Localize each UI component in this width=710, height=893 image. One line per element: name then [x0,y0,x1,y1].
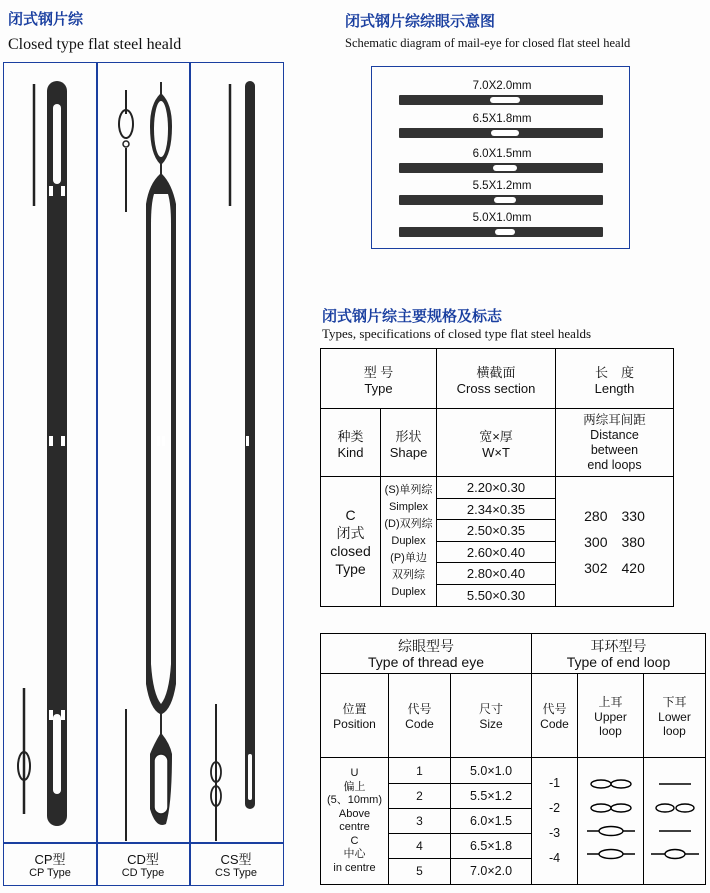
eye-code: 2 [389,784,450,809]
eye-bar [399,95,603,105]
eye-bar [399,227,603,237]
upper-loop-header: 上耳 Upper loop [578,674,644,758]
cd-heald-drawing [119,82,176,841]
thread-eye-header: 综眼型号 Type of thread eye [321,634,532,674]
length-header: 长 度 Length [556,349,674,409]
eye-loop-table [320,633,706,885]
code-header: 代号 Code [389,674,451,758]
upper-loop-1-icon [591,780,631,788]
eye-bar [399,128,603,138]
loop-code-header: 代号 Code [532,674,578,758]
kind-header: 种类 Kind [321,409,381,477]
end-loop-header: 耳环型号 Type of end loop [532,634,706,674]
section-value: 2.20×0.30 [437,477,555,499]
specs-title-cn: 闭式钢片综主要规格及标志 [322,307,503,325]
mail-eye-schematic [371,66,630,249]
lower-loop-2-icon [656,804,694,812]
specs-title-en: Types, specifications of closed type flat steel healds [322,326,592,341]
eye-size: 5.0×1.0 [451,759,531,784]
section-value: 2.60×0.40 [437,542,555,564]
left-title-en: Closed type flat steel heald [8,36,182,53]
eye-size: 7.0×2.0 [469,863,513,878]
cp-heald-drawing [18,81,67,826]
kind-value: C 闭式 closed Type [321,477,381,607]
section-value: 2.34×0.35 [437,499,555,521]
upper-loop-symbols [578,758,644,885]
eye-code: 4 [389,834,450,859]
code-values [389,758,451,885]
eye-size-label: 6.5X1.8mm [472,113,532,125]
cd-type-label-en: CD Type [121,867,165,879]
eye-code: 3 [389,809,450,834]
upper-loop-4-icon [587,849,635,858]
lower-loop-symbols [644,758,706,885]
upper-loop-icons [579,764,643,874]
loop-code-values: -1 -2 -3 -4 [532,758,578,885]
cs-type-label-en: CS Type [215,867,257,879]
eye-bar [399,195,603,205]
section-value: 2.50×0.35 [437,520,555,542]
position-header: 位置 Position [321,674,389,758]
heald-drawings [4,64,283,841]
eye-size-label: 5.0X1.0mm [472,212,532,224]
position-values: U 偏上 (5、10mm) Above centre C 中心 in centre [321,758,389,885]
cd-type-label-cn: CD型 [127,852,159,867]
lower-loop-4-icon [651,849,699,858]
eye-size-label: 5.5X1.2mm [472,180,532,192]
section-values [437,477,556,607]
shape-header: 形状 Shape [381,409,437,477]
eye-size-label: 6.0X1.5mm [472,148,532,160]
section-value: 2.80×0.40 [437,563,555,585]
eye-bar [399,163,603,173]
spec-table [320,348,674,607]
lower-loop-header: 下耳 Lower loop [644,674,706,758]
type-header: 型 号 Type [321,349,437,409]
eye-code: 5 [416,863,423,878]
schematic-title-en: Schematic diagram of mail-eye for closed flat steel heald [345,36,631,50]
wt-header: 宽×厚 W×T [437,409,556,477]
upper-loop-2-icon [591,804,631,812]
size-values [451,758,532,885]
panel-caption-divider [3,842,284,844]
section-value: 5.50×0.30 [466,587,526,603]
cs-heald-drawing [211,81,255,841]
cp-type-label-cn: CP型 [34,852,66,867]
eye-size-label: 7.0X2.0mm [472,80,532,92]
cp-type-label-en: CP Type [29,867,71,879]
cs-type-label-cn: CS型 [220,852,252,867]
eye-code: 1 [389,759,450,784]
left-title-cn: 闭式钢片综 [8,10,84,28]
distance-header: 两综耳间距 Distance between end loops [556,409,674,477]
lower-loop-icons [645,764,705,874]
length-values: 280 330 300 380 302 420 [556,477,674,607]
schematic-title-cn: 闭式钢片综综眼示意图 [345,12,496,30]
eye-size: 6.5×1.8 [451,834,531,859]
upper-loop-3-icon [587,826,635,835]
eye-size: 5.5×1.2 [451,784,531,809]
size-header: 尺寸 Size [451,674,532,758]
eye-size: 6.0×1.5 [451,809,531,834]
shape-values: (S)单列综 Simplex (D)双列综 Duplex (P)单边 双列综 Duplex [381,477,437,607]
cross-section-header: 横截面 Cross section [437,349,556,409]
